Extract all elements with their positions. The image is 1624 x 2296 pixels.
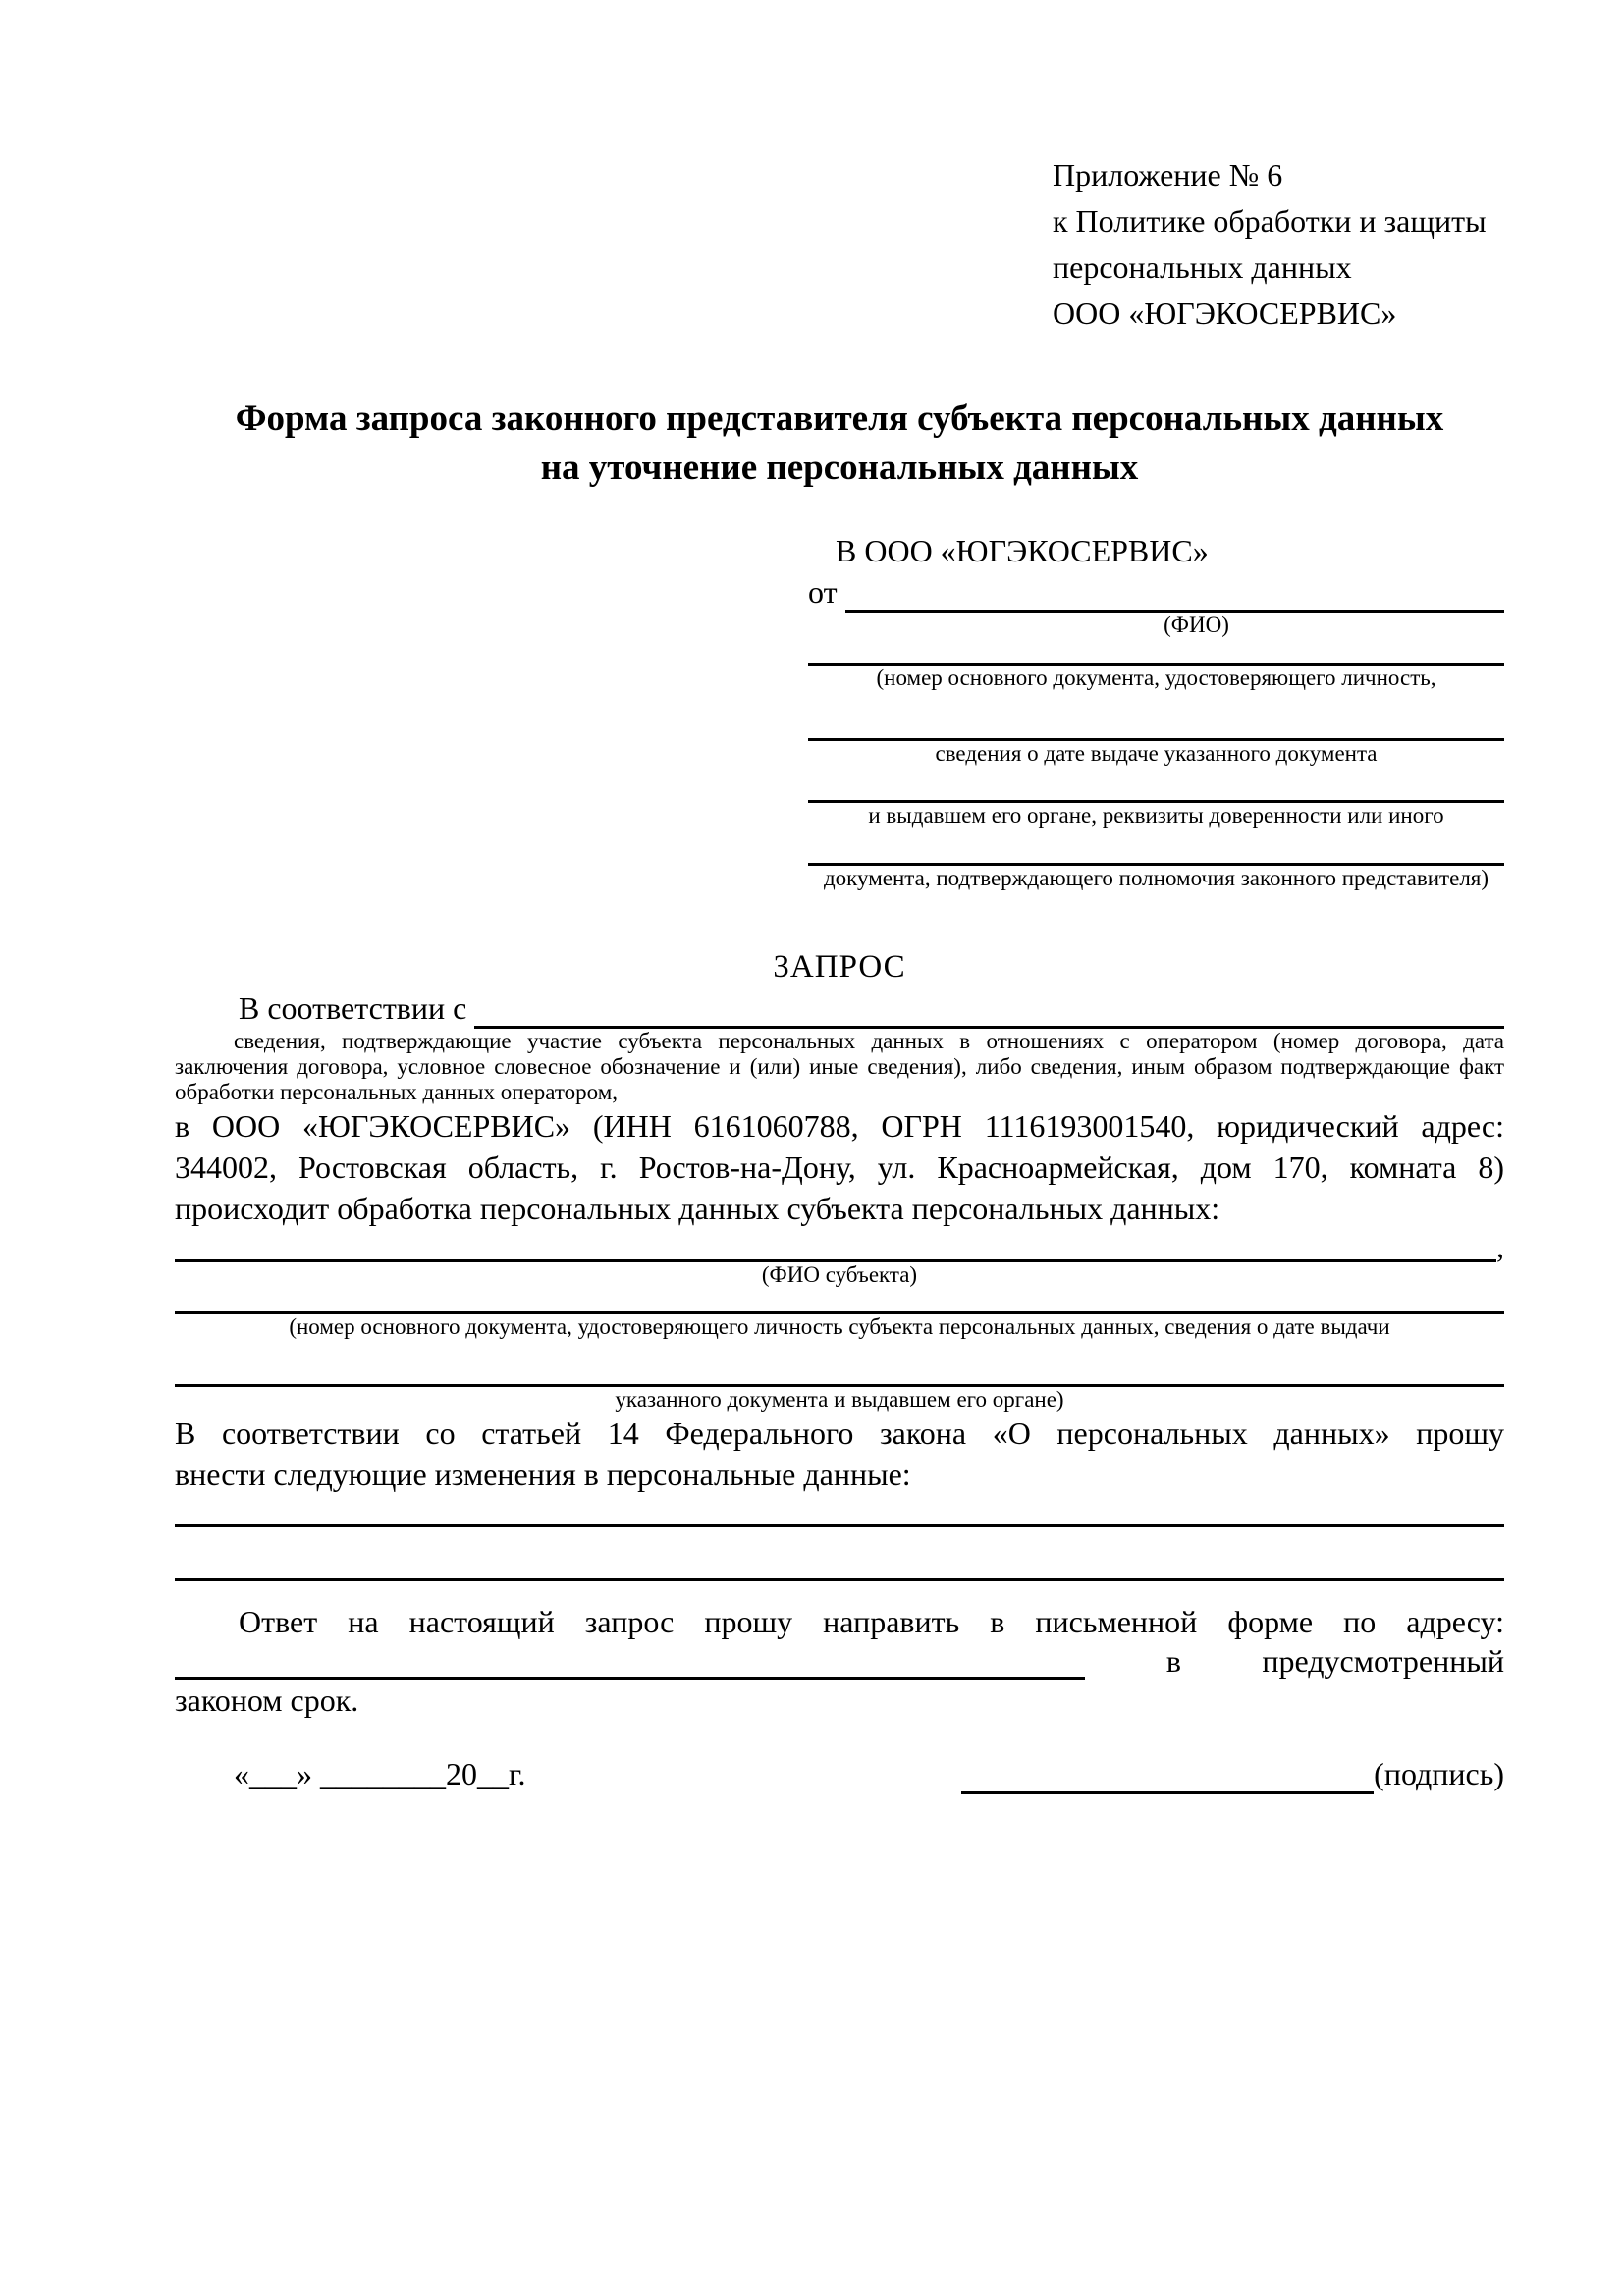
addressee-block xyxy=(808,530,1504,891)
from-label: от xyxy=(808,574,838,610)
signature-caption: (подпись) xyxy=(1374,1756,1504,1791)
appendix-header-line-3: персональных данных xyxy=(1053,249,1352,285)
reply-tail-line: законом срок. xyxy=(175,1682,359,1718)
operator-paragraph xyxy=(175,1105,1504,1229)
intro-caption-line-3: обработки персональных данных оператором, xyxy=(175,1080,618,1104)
representative-doc-blank-field-4[interactable] xyxy=(808,828,1504,866)
date-field[interactable]: «___» ________20__г. xyxy=(234,1756,526,1791)
form-title-line-2: на уточнение персональных данных xyxy=(540,448,1139,488)
request-heading: ЗАПРОС xyxy=(773,949,906,985)
reply-request-line: Ответ на настоящий запрос прошу направить в письменной форме по адресу: xyxy=(239,1604,1504,1639)
subject-fio-blank-field[interactable] xyxy=(175,1244,1496,1262)
representative-doc-caption-1: (номер основного документа, удостоверяющего личность, xyxy=(876,666,1436,690)
law-request-paragraph xyxy=(175,1413,1504,1495)
representative-doc-blank-field-3[interactable] xyxy=(808,767,1504,803)
law-basis-row xyxy=(175,988,1504,1029)
subject-doc-caption-line-2: указанного документа и выдавшем его органе) xyxy=(615,1387,1064,1412)
representative-doc-blank-field-2[interactable] xyxy=(808,691,1504,741)
intro-caption-line-2: заключения договора, условное словесное обозначение и (или) иные сведения), либо сведения, иным образом подтверждающие факт xyxy=(175,1054,1504,1079)
law-basis-label: В соответствии с xyxy=(239,990,467,1026)
appendix-header-line-2: к Политике обработки и защиты xyxy=(1053,203,1487,239)
from-blank-field[interactable] xyxy=(845,571,1504,613)
subject-fio-row xyxy=(175,1229,1504,1264)
appendix-header-line-4: ООО «ЮГЭКОСЕРВИС» xyxy=(1053,295,1397,331)
changes-blank-field-1[interactable] xyxy=(175,1495,1504,1527)
law-request-line-1: В соответствии со статьей 14 Федерального закона «О персональных данных» прошу xyxy=(175,1415,1504,1451)
law-basis-blank-field[interactable] xyxy=(474,988,1504,1029)
comma-after-field: , xyxy=(1496,1229,1504,1264)
changes-blank-field-2[interactable] xyxy=(175,1527,1504,1581)
from-field-row xyxy=(808,571,1504,613)
reply-word-v: в xyxy=(1165,1643,1181,1679)
representative-doc-caption-2: сведения о дате выдаче указанного документа xyxy=(935,741,1378,766)
subject-doc-caption-line-1: (номер основного документа, удостоверяющего личность субъекта персональных данных, сведения о дате выдачи xyxy=(289,1314,1390,1339)
representative-doc-caption-4: документа, подтверждающего полномочия законного представителя) xyxy=(823,866,1489,890)
signature-blank-field[interactable] xyxy=(961,1758,1374,1794)
subject-fio-caption: (ФИО субъекта) xyxy=(761,1262,918,1287)
reply-address-row xyxy=(175,1642,1504,1680)
signature-group xyxy=(961,1753,1504,1794)
form-title xyxy=(175,395,1504,493)
operator-paragraph-line-3: происходит обработка персональных данных субъекта персональных данных: xyxy=(175,1191,1220,1226)
representative-doc-blank-field-1[interactable] xyxy=(808,638,1504,666)
fio-caption: (ФИО) xyxy=(1164,613,1229,637)
intro-caption xyxy=(175,1029,1504,1105)
appendix-header xyxy=(1053,152,1504,337)
representative-doc-caption-3: и выдавшем его органе, реквизиты доверенности или иного xyxy=(868,803,1444,828)
subject-doc-blank-field-1[interactable] xyxy=(175,1288,1504,1314)
form-title-line-1: Форма запроса законного представителя субъекта персональных данных xyxy=(235,399,1444,439)
subject-doc-blank-field-2[interactable] xyxy=(175,1340,1504,1387)
operator-paragraph-line-2: 344002, Ростовская область, г. Ростов-на-Дону, ул. Красноармейская, дом 170, комната 8) xyxy=(175,1149,1504,1185)
reply-word-predusmotrenny: предусмотренный xyxy=(1262,1643,1504,1679)
addressee-org-line: В ООО «ЮГЭКОСЕРВИС» xyxy=(836,533,1209,568)
footer-row xyxy=(175,1753,1504,1794)
operator-paragraph-line-1: в ООО «ЮГЭКОСЕРВИС» (ИНН 6161060788, ОГРН 1116193001540, юридический адрес: xyxy=(175,1108,1504,1144)
law-request-line-2: внести следующие изменения в персональные данные: xyxy=(175,1457,911,1492)
appendix-header-line-1: Приложение № 6 xyxy=(1053,157,1283,192)
reply-address-blank-field[interactable] xyxy=(175,1643,1085,1680)
intro-caption-line-1: сведения, подтверждающие участие субъекта персональных данных в отношениях с оператором (номер договора, дата xyxy=(234,1029,1504,1053)
